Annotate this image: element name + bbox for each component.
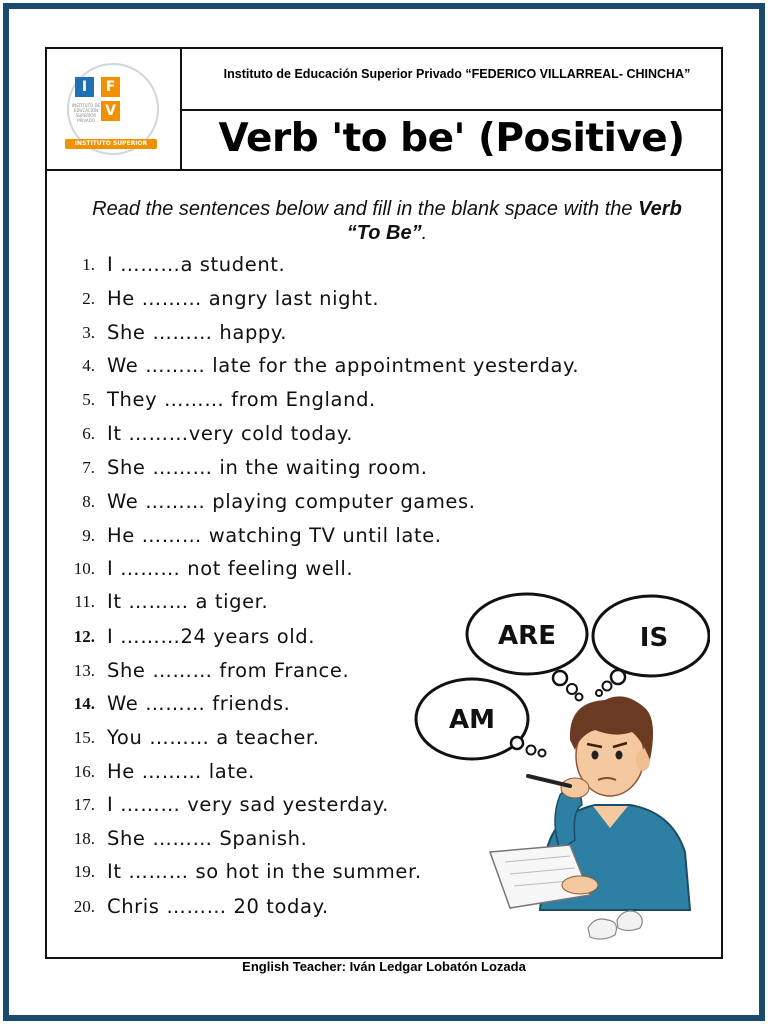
logo-letter-i: I bbox=[75, 77, 94, 97]
logo-banner: INSTITUTO SUPERIOR bbox=[65, 139, 157, 149]
sentence-number: 18. bbox=[73, 829, 95, 848]
sentence-number: 10. bbox=[73, 559, 95, 578]
institute-name: Instituto de Educación Superior Privado “FEDERICO VILLARREAL- CHINCHA” bbox=[223, 67, 691, 81]
instructions-emphasis: Verb “To Be” bbox=[346, 198, 682, 244]
sentence-text: I ……… very sad yesterday. bbox=[107, 793, 389, 816]
footer-teacher: English Teacher: Iván Ledgar Lobatón Lozada bbox=[242, 959, 526, 974]
crumpled-paper bbox=[617, 911, 642, 931]
sentence-text: He ……… late. bbox=[107, 760, 255, 783]
thought-dot bbox=[603, 682, 612, 691]
logo-letter-v: V bbox=[101, 101, 120, 121]
worksheet-title: Verb 'to be' (Positive) bbox=[218, 116, 685, 161]
sentence-number: 13. bbox=[73, 661, 95, 680]
sentence-text: It ………very cold today. bbox=[107, 422, 354, 445]
sentence-text: He ……… angry last night. bbox=[107, 287, 380, 310]
student-eye bbox=[616, 751, 623, 760]
student-writing-hand bbox=[562, 876, 598, 894]
institute-cell bbox=[182, 49, 721, 111]
sentence-text: You ……… a teacher. bbox=[107, 726, 320, 749]
instructions-end: . bbox=[421, 222, 428, 244]
sentence-text: I ……… not feeling well. bbox=[107, 557, 354, 580]
sentence-number: 20. bbox=[73, 897, 95, 916]
thought-dot bbox=[553, 671, 567, 685]
sentence-text: It ……… so hot in the summer. bbox=[107, 860, 422, 883]
sentence-text: She ……… in the waiting room. bbox=[107, 456, 428, 479]
thought-dot bbox=[511, 737, 523, 749]
sentence-text: It ……… a tiger. bbox=[107, 590, 269, 613]
sentence-number: 7. bbox=[82, 458, 95, 477]
sentence-text: I ………24 years old. bbox=[107, 625, 316, 648]
instructions bbox=[87, 197, 687, 245]
thinking-student-illustration bbox=[410, 590, 710, 950]
sentence-text: We ……… friends. bbox=[107, 692, 291, 715]
sentence-text: They ……… from England. bbox=[107, 388, 376, 411]
sentence-text: We ……… playing computer games. bbox=[107, 490, 476, 513]
sentence-text: She ……… happy. bbox=[107, 321, 288, 344]
bubble-is-label: IS bbox=[639, 623, 669, 653]
logo-letter-f: F bbox=[101, 77, 120, 97]
sentence-number: 5. bbox=[82, 390, 95, 409]
sentence-number: 19. bbox=[73, 862, 95, 881]
sentence-text: Chris ……… 20 today. bbox=[107, 895, 329, 918]
bubble-are-label: ARE bbox=[498, 621, 556, 651]
sentence-number: 14. bbox=[73, 694, 95, 713]
bubble-am-label: AM bbox=[449, 705, 495, 735]
sentence-number: 16. bbox=[73, 762, 95, 781]
thought-dot bbox=[576, 694, 583, 701]
sentence-number: 1. bbox=[82, 255, 95, 274]
instructions-lead: Read the sentences below and fill in the blank space with the bbox=[92, 198, 633, 220]
crumpled-paper bbox=[588, 919, 616, 939]
logo-cell bbox=[47, 49, 182, 169]
sentence-text: I ………a student. bbox=[107, 253, 286, 276]
sentence-text: We ……… late for the appointment yesterday. bbox=[107, 354, 580, 377]
thought-dot bbox=[539, 750, 546, 757]
sentence-number: 8. bbox=[82, 492, 95, 511]
sentence-number: 17. bbox=[73, 795, 95, 814]
logo-subtext: INSTITUTO DE EDUCACIÓN SUPERIOR PRIVADO bbox=[71, 103, 101, 123]
thought-dot bbox=[596, 690, 602, 696]
thought-dot bbox=[567, 684, 577, 694]
thought-dot bbox=[611, 670, 625, 684]
sentence-number: 11. bbox=[74, 592, 95, 611]
thought-dot bbox=[527, 746, 536, 755]
sentence-text: He ……… watching TV until late. bbox=[107, 524, 442, 547]
sentence-number: 9. bbox=[82, 526, 95, 545]
student-eye bbox=[592, 751, 599, 760]
pencil-icon bbox=[528, 776, 570, 786]
student-hand bbox=[561, 778, 589, 798]
sentence-number: 15. bbox=[73, 728, 95, 747]
sentence-text: She ……… from France. bbox=[107, 659, 350, 682]
sentence-number: 2. bbox=[82, 289, 95, 308]
sentence-number: 3. bbox=[82, 323, 95, 342]
sentence-number: 4. bbox=[82, 356, 95, 375]
sentence-number: 6. bbox=[82, 424, 95, 443]
sentence-number: 12. bbox=[73, 627, 95, 646]
worksheet-header bbox=[47, 49, 721, 171]
sentence-text: She ……… Spanish. bbox=[107, 827, 308, 850]
title-cell bbox=[182, 111, 721, 169]
